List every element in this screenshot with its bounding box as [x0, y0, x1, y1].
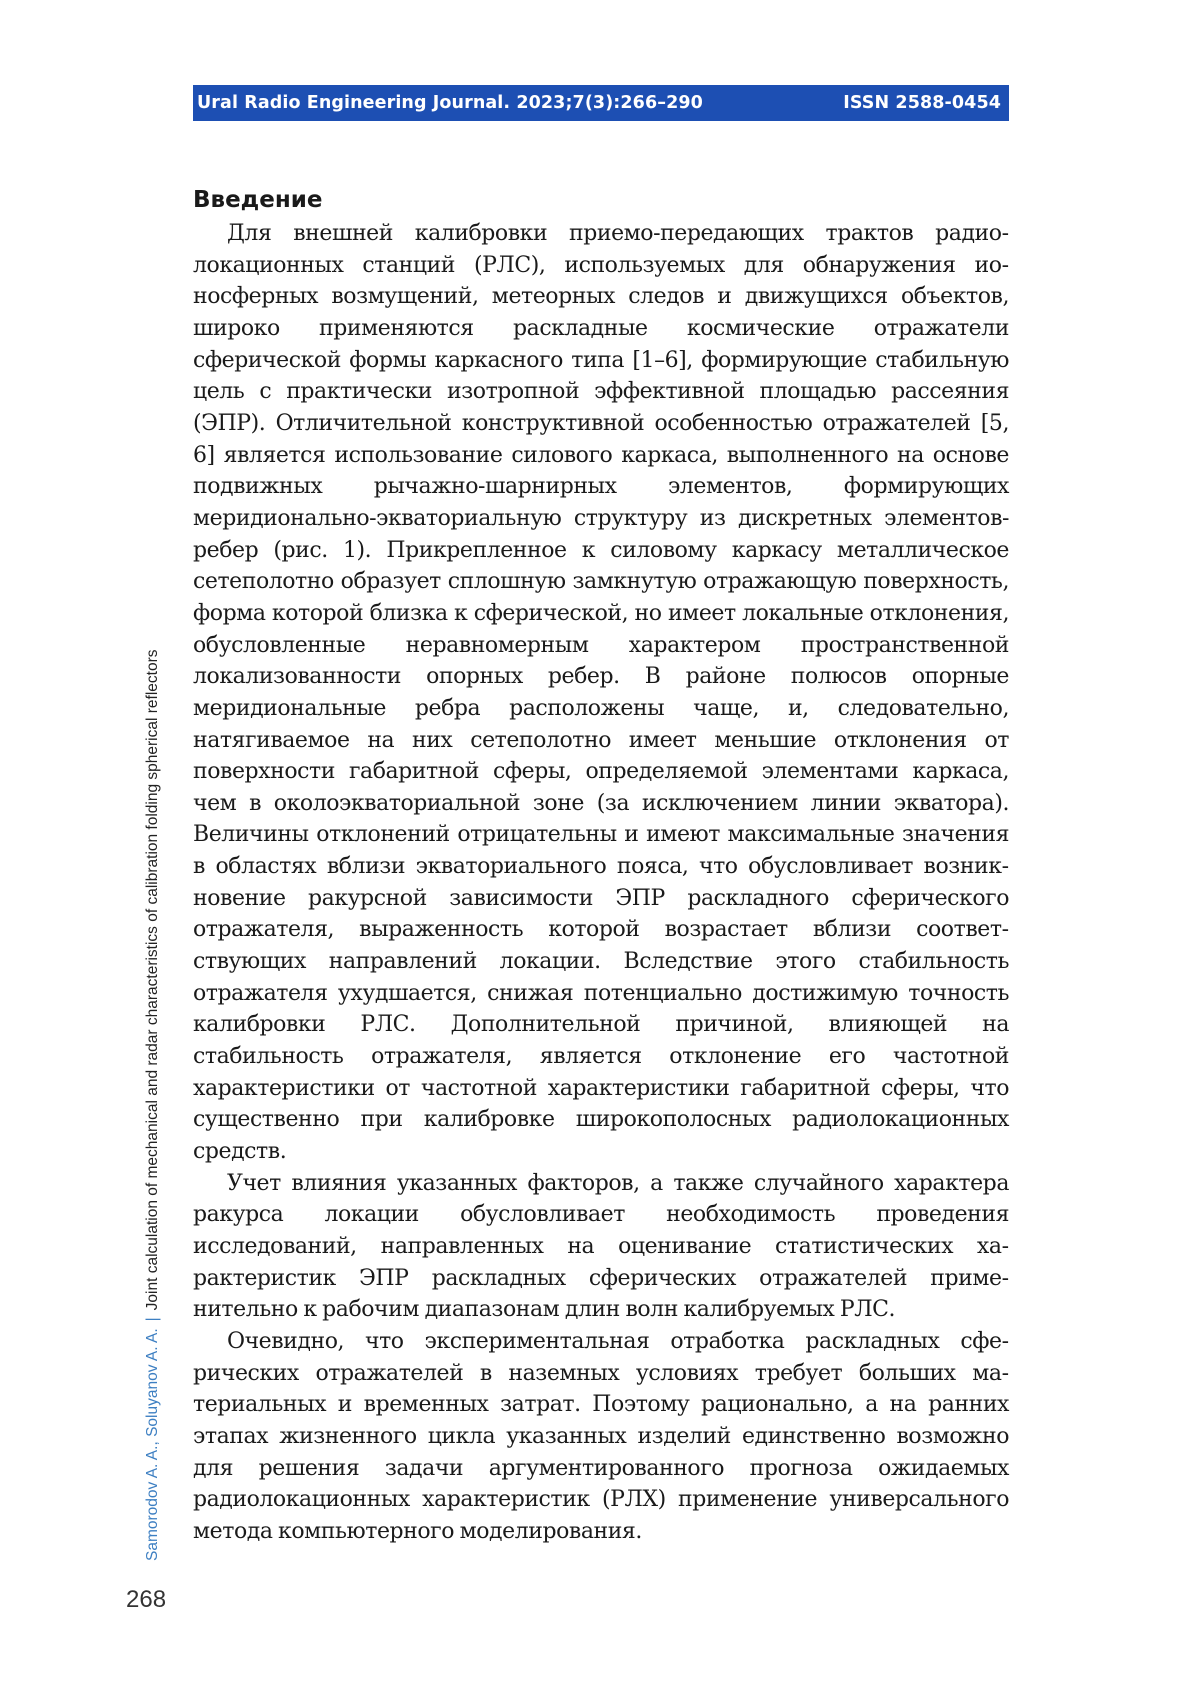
paragraph-2: Учет влияния указанных факторов, а также случайного характера ракурса локации обусловливает необходимость проведения исследований, направленных на оценивание статистических характеристик ЭПР раскладных сферических отражателей применительно к рабочим диапазонам длин волн калибруемых РЛС. — [193, 1170, 1009, 1323]
page-number: 268 — [126, 1586, 167, 1613]
body-text — [193, 218, 1009, 1548]
journal-citation: Ural Radio Engineering Journal. 2023;7(3):266–290 — [197, 93, 703, 113]
running-authors: Samorodov A. A., Soluyanov A. A. — [144, 1328, 161, 1561]
journal-header-bar — [193, 85, 1009, 121]
paragraph-3: Очевидно, что экспериментальная отработка раскладных сферических отражателей в наземных условиях требует больших материальных и временных затрат. Поэтому рационально, а на ранних этапах жизненного цикла указанных изделий единственно возможно для решения задачи аргументированного прогноза ожидаемых радиолокационных характеристик (РЛХ) применение универсального метода компьютерного моделирования. — [193, 1328, 1009, 1544]
paragraph-1: Для внешней калибровки приемо-передающих трактов радиолокационных станций (РЛС), используемых для обнаружения ионосферных возмущений, метеорных следов и движущихся объектов, широко применяются раскладные космические отражатели сферической формы каркасного типа [1–6], формирующие стабильную цель с практически изотропной эффективной площадью рассеяния (ЭПР). Отличительной конструктивной особенностью отражателей [5, 6] является использование силового каркаса, выполненного на основе подвижных рычажно-шарнирных элементов, формирующих меридионально-экваториальную структуру из дискретных элементов-ребер (рис. 1). Прикрепленное к силовому каркасу металлическое сетеполотно образует сплошную замкнутую отражающую поверхность, форма которой близка к сферической, но имеет локальные отклонения, обусловленные неравномерным характером пространственной локализованности опорных ребер. В районе полюсов опорные меридиональные ребра расположены чаще, и, следовательно, натягиваемое на них сетеполотно имеет меньшие отклонения от поверхности габаритной сферы, определяемой элементами каркаса, чем в околоэкваториальной зоне (за исключением линии экватора). Величины отклонений отрицательны и имеют максимальные значения в областях вблизи экваториального пояса, что обусловливает возникновение ракурсной зависимости ЭПР раскладного сферического отражателя, выраженность которой возрастает вблизи соответствующих направлений локации. Вследствие этого стабильность отражателя ухудшается, снижая потенциально достижимую точность калибровки РЛС. Дополнительной причиной, влияющей на стабильность отражателя, является отклонение его частотной характеристики от частотной характеристики габаритной сферы, что существенно при калибровке широкополосных радиолокационных средств. — [193, 221, 1009, 1165]
running-separator: | — [144, 1317, 161, 1322]
section-heading: Введение — [193, 187, 323, 213]
running-title: Joint calculation of mechanical and radar characteristics of calibration folding spherical reflectors — [144, 649, 161, 1311]
issn-label: ISSN 2588-0454 — [843, 93, 1001, 113]
running-title-strip — [141, 561, 165, 1561]
